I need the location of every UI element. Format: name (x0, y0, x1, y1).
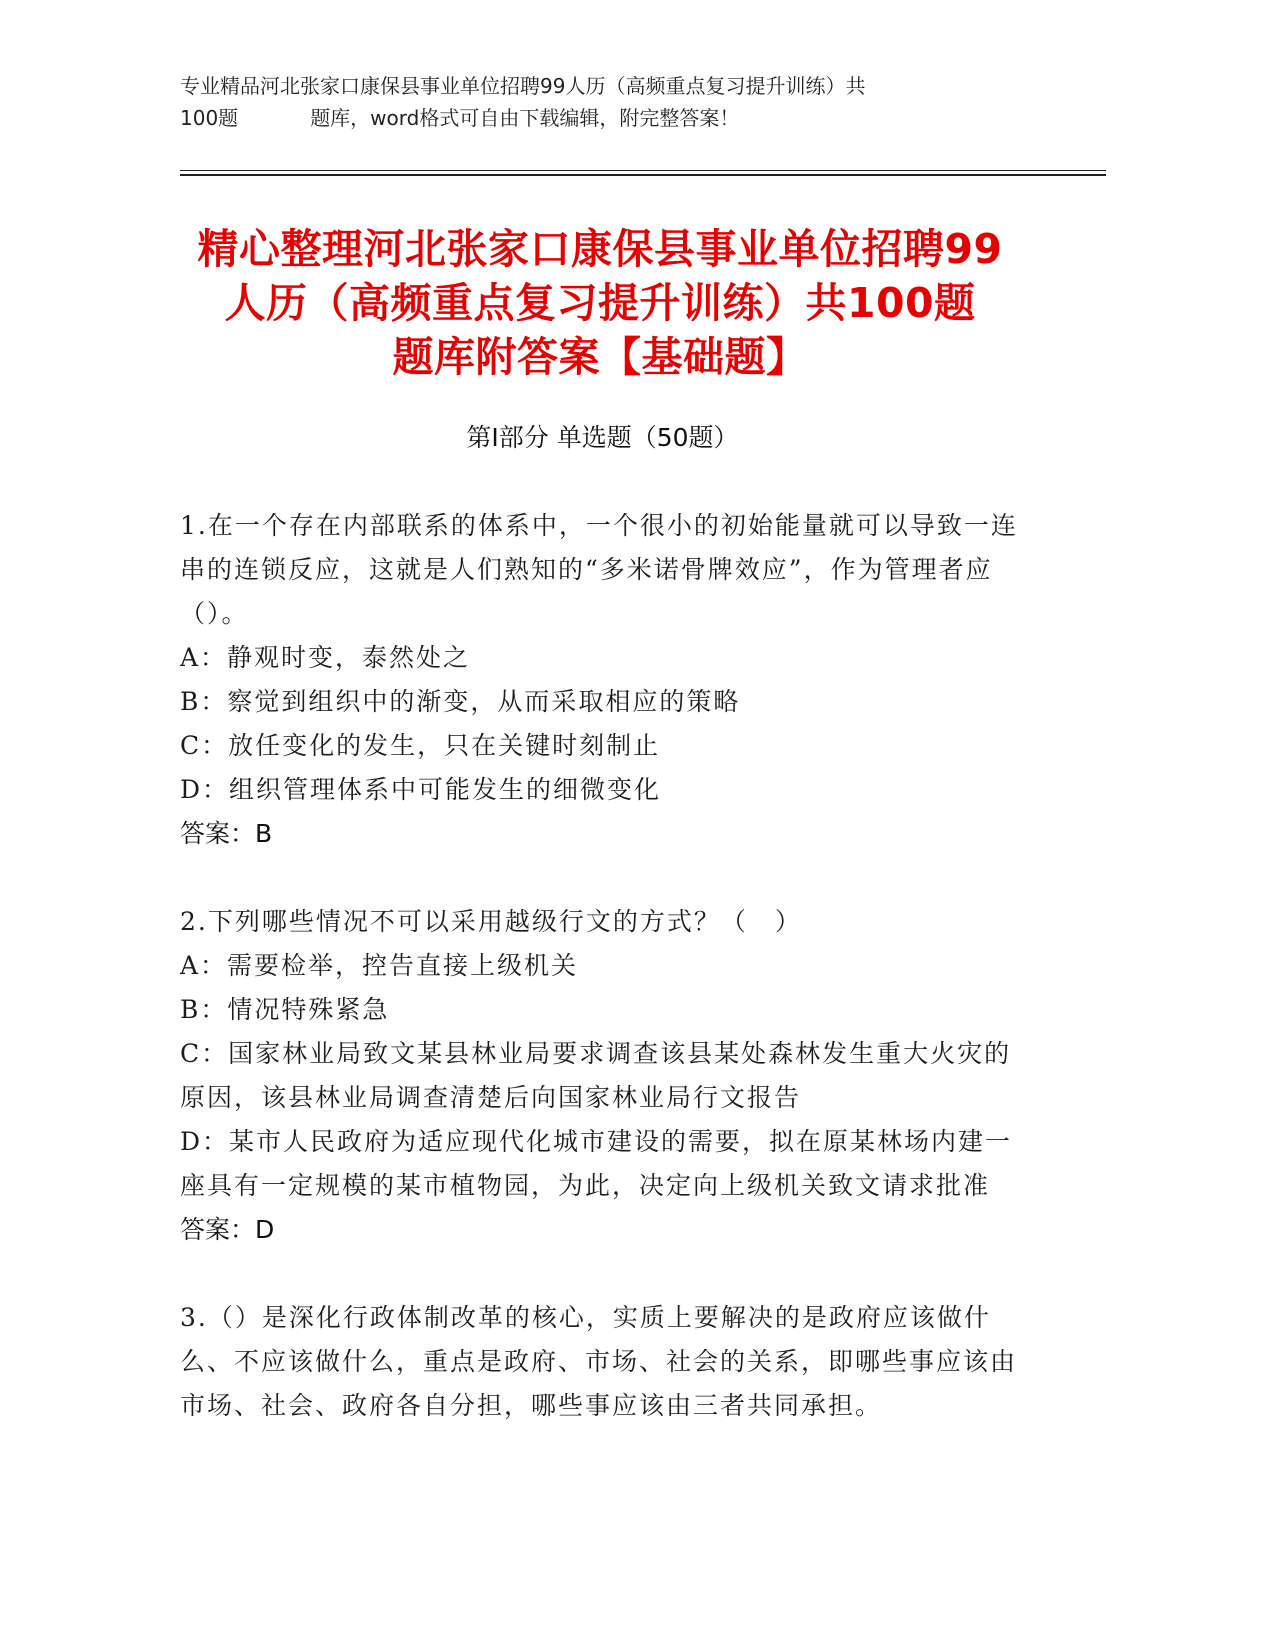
option-c: C：放任变化的发生，只在关键时刻制止 (180, 731, 661, 760)
document-title (170, 222, 1030, 384)
section-title: 第Ⅰ部分 单选题（50题） (466, 423, 739, 452)
header-divider-thin (180, 170, 1106, 171)
header-divider-thick (180, 174, 1106, 176)
answer: 答案：D (180, 1215, 275, 1244)
title-line-2: 人历（高频重点复习提升训练）共100题 (224, 279, 976, 327)
question-3 (180, 1296, 1030, 1428)
option-b: B：情况特殊紧急 (180, 995, 390, 1024)
header-line-2-right: 题库，word格式可自由下载编辑，附完整答案！ (310, 106, 740, 130)
option-a: A：静观时变，泰然处之 (180, 643, 471, 672)
question-stem: 3.（）是深化行政体制改革的核心，实质上要解决的是政府应该做什么、不应该做什么，重点是政府、市场、社会的关系，即哪些事应该由市场、社会、政府各自分担，哪些事应该由三者共同承担。 (180, 1303, 1018, 1420)
header-line-1: 专业精品河北张家口康保县事业单位招聘99人历（高频重点复习提升训练）共 (180, 74, 866, 98)
question-2 (180, 900, 1030, 1252)
header-line-2 (180, 102, 1080, 134)
page-header (180, 70, 1080, 134)
header-line-2-left: 100题 (180, 106, 239, 130)
question-stem: 1.在一个存在内部联系的体系中，一个很小的初始能量就可以导致一连串的连锁反应，这就是人们熟知的“多米诺骨牌效应”，作为管理者应（）。 (180, 511, 1018, 628)
title-line-1: 精心整理河北张家口康保县事业单位招聘99 (197, 225, 1003, 273)
option-b: B：察觉到组织中的渐变，从而采取相应的策略 (180, 687, 741, 716)
question-list (180, 504, 1030, 1428)
title-line-3: 题库附答案【基础题】 (392, 333, 808, 381)
answer: 答案：B (180, 819, 273, 848)
question-stem: 2.下列哪些情况不可以采用越级行文的方式？（ ） (180, 907, 802, 936)
option-d: D：组织管理体系中可能发生的细微变化 (180, 775, 662, 804)
question-1 (180, 504, 1030, 856)
option-d: D：某市人民政府为适应现代化城市建设的需要，拟在原某林场内建一座具有一定规模的某市植物园，为此，决定向上级机关致文请求批准 (180, 1127, 1013, 1200)
option-c: C：国家林业局致文某县林业局要求调查该县某处森林发生重大火灾的原因，该县林业局调查清楚后向国家林业局行文报告 (180, 1039, 1012, 1112)
option-a: A：需要检举，控告直接上级机关 (180, 951, 579, 980)
